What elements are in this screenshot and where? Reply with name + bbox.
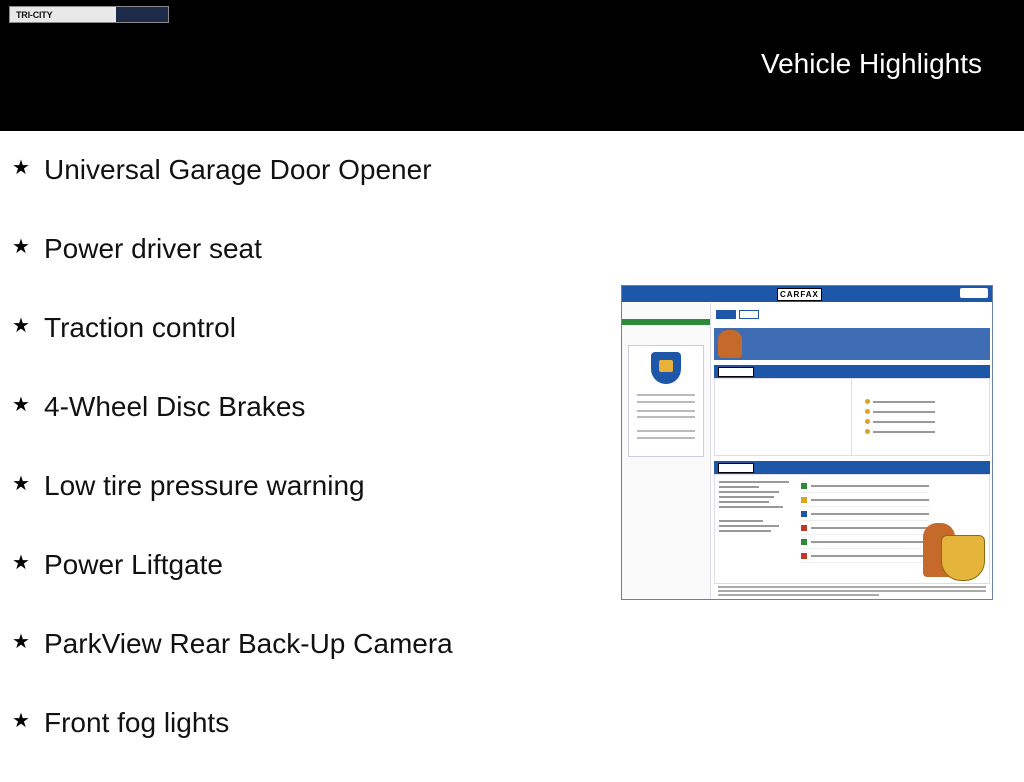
value-shield-icon — [941, 535, 985, 581]
carfax-logo — [777, 288, 822, 301]
feature-label: 4-Wheel Disc Brakes — [44, 391, 306, 422]
feature-label: Low tire pressure warning — [44, 470, 365, 501]
fox-mascot-icon — [718, 330, 742, 358]
feature-item — [12, 703, 453, 782]
carfax-tabs — [714, 303, 990, 324]
carfax-footnote — [718, 584, 986, 596]
history-item — [801, 479, 929, 493]
dealer-phone — [116, 7, 168, 22]
history-event-row — [865, 419, 935, 424]
carfax-banner — [714, 328, 990, 360]
text-line — [637, 437, 695, 439]
star-icon: ★ — [12, 155, 30, 179]
carfax-history-list — [801, 479, 929, 563]
carfax-mini-logo — [718, 463, 754, 473]
carfax-value-bar — [714, 365, 990, 378]
dealer-logo[interactable] — [9, 6, 169, 23]
history-item — [801, 507, 929, 521]
carfax-mini-logo — [718, 367, 754, 377]
carfax-nav-link — [622, 331, 710, 337]
text-line — [637, 416, 695, 418]
star-icon: ★ — [12, 471, 30, 495]
header-bar — [0, 0, 1024, 131]
feature-item — [12, 624, 453, 703]
star-icon: ★ — [12, 392, 30, 416]
history-event-row — [865, 429, 935, 434]
star-icon: ★ — [12, 234, 30, 258]
feature-label: ParkView Rear Back-Up Camera — [44, 628, 453, 659]
feature-item — [12, 308, 453, 387]
feature-label: Front fog lights — [44, 707, 230, 738]
carfax-report-thumbnail[interactable] — [621, 285, 993, 600]
text-line — [637, 410, 695, 412]
carfax-badge-icon — [651, 352, 681, 384]
feature-item — [12, 545, 453, 624]
star-icon: ★ — [12, 550, 30, 574]
history-item — [801, 549, 929, 563]
carfax-vehicle-info — [719, 481, 799, 535]
print-icon — [960, 288, 988, 298]
feature-label: Power driver seat — [44, 233, 262, 264]
page-title: Vehicle Highlights — [760, 48, 982, 79]
carfax-value-box — [714, 378, 990, 456]
feature-item — [12, 150, 453, 229]
history-item — [801, 493, 929, 507]
feature-list — [12, 150, 453, 782]
divider — [851, 379, 852, 455]
carfax-dealer-card — [628, 345, 704, 457]
history-event-row — [865, 399, 935, 404]
history-item — [801, 521, 929, 535]
feature-label: Power Liftgate — [44, 549, 223, 580]
star-icon: ★ — [12, 708, 30, 732]
star-icon: ★ — [12, 629, 30, 653]
text-line — [637, 401, 695, 403]
feature-label: Universal Garage Door Opener — [44, 154, 432, 185]
carfax-vehicle-title — [622, 303, 710, 317]
feature-item — [12, 229, 453, 308]
text-line — [637, 394, 695, 396]
text-line — [637, 430, 695, 432]
history-event-row — [865, 409, 935, 414]
carfax-history-bar — [714, 461, 990, 474]
carfax-logo-text: CARFAX — [780, 290, 819, 299]
carfax-tab — [739, 310, 759, 319]
carfax-history-box — [714, 474, 990, 584]
carfax-top-bar — [622, 286, 992, 302]
feature-label: Traction control — [44, 312, 236, 343]
star-icon: ★ — [12, 313, 30, 337]
feature-item — [12, 466, 453, 545]
feature-item — [12, 387, 453, 466]
carfax-main — [714, 303, 990, 599]
carfax-tab — [716, 310, 736, 319]
carfax-sidebar — [622, 303, 711, 599]
dealer-logo-text: TRI-CITY — [16, 9, 53, 20]
history-item — [801, 535, 929, 549]
